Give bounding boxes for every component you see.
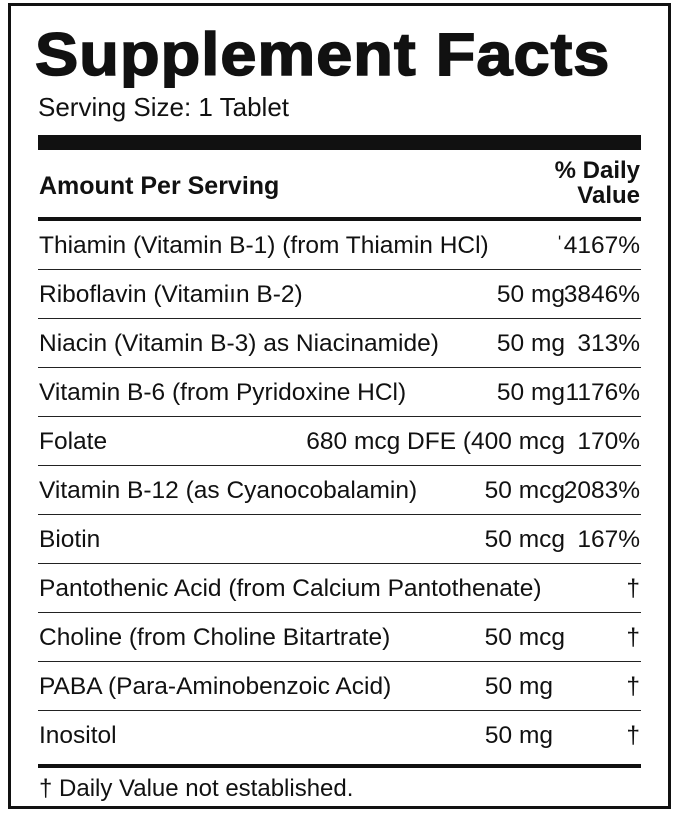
nutrient-name: Vitamin B-12 (as Cyanocobalamin)	[39, 477, 418, 504]
daily-value-header-line2: Value	[577, 182, 640, 209]
nutrient-daily-value: 2083%	[563, 477, 640, 504]
nutrient-name: Inositol	[39, 722, 117, 749]
nutrient-daily-value: †	[626, 673, 640, 700]
amount-per-serving-header: Amount Per Serving	[39, 172, 280, 200]
nutrient-name: Thiamin (Vitamin B-1) (from Thiamin HCl)	[39, 232, 489, 259]
nutrient-row-paba	[38, 662, 641, 711]
nutrient-daily-value: 1176%	[565, 379, 640, 406]
nutrient-daily-value: 313%	[577, 330, 640, 357]
nutrient-row-pantothenic-acid	[38, 564, 641, 613]
nutrient-name: Vitamin B-6 (from Pyridoxine HCl)	[39, 379, 407, 406]
nutrient-name: PABA (Para-Aminobenzoic Acid)	[39, 673, 392, 700]
nutrient-daily-value: †	[626, 575, 640, 602]
nutrient-daily-value: †	[626, 722, 640, 749]
nutrient-row-niacin	[38, 319, 641, 368]
nutrient-name: Riboflavin (Vitamiın B-2)	[39, 281, 303, 308]
daily-value-header-line1: % Daily	[554, 157, 640, 184]
nutrient-name: Niacin (Vitamin B-3) as Niacinamide)	[39, 330, 439, 357]
nutrient-amount: 50 mg	[484, 673, 553, 700]
nutrient-name: Biotin	[39, 526, 101, 553]
nutrient-amount: 50 mcg	[484, 526, 565, 553]
daily-value-header	[530, 158, 640, 208]
nutrient-name: Pantothenic Acid (from Calcium Pantothenate)	[39, 575, 542, 602]
footnote: † Daily Value not established.	[39, 775, 354, 802]
nutrient-amount: 50 mg	[496, 330, 565, 357]
nutrient-amount: 50 mg	[496, 281, 565, 308]
nutrient-daily-value: 170%	[577, 428, 640, 455]
nutrient-name: Folate	[39, 428, 108, 455]
nutrient-row-inositol	[38, 711, 641, 760]
nutrient-row-riboflavin	[38, 270, 641, 319]
nutrient-amount: 50 mcg	[484, 624, 565, 651]
nutrient-row-thiamin	[38, 221, 641, 270]
nutrient-daily-value: †	[626, 624, 640, 651]
nutrient-row-folate	[38, 417, 641, 466]
nutrient-row-vitamin-b12	[38, 466, 641, 515]
nutrient-daily-value: 167%	[577, 526, 640, 553]
nutrient-amount: 680 mcg DFE (400 mcg	[306, 428, 565, 455]
nutrient-amount: 50 mg	[496, 379, 565, 406]
nutrient-row-biotin	[38, 515, 641, 564]
nutrient-row-vitamin-b6	[38, 368, 641, 417]
panel-title: Supplement Facts	[35, 21, 611, 88]
nutrient-daily-value: 3846%	[563, 281, 640, 308]
nutrient-name: Choline (from Choline Bitartrate)	[39, 624, 391, 651]
footer-divider	[38, 764, 641, 768]
nutrient-daily-value: ˈ4167%	[555, 232, 640, 259]
thick-divider	[38, 135, 641, 150]
nutrient-row-choline	[38, 613, 641, 662]
serving-size: Serving Size: 1 Tablet	[38, 92, 289, 122]
supplement-facts-panel	[8, 3, 671, 809]
nutrient-amount: 50 mcg	[484, 477, 565, 504]
nutrient-table	[38, 221, 641, 760]
nutrient-amount: 50 mg	[484, 722, 553, 749]
